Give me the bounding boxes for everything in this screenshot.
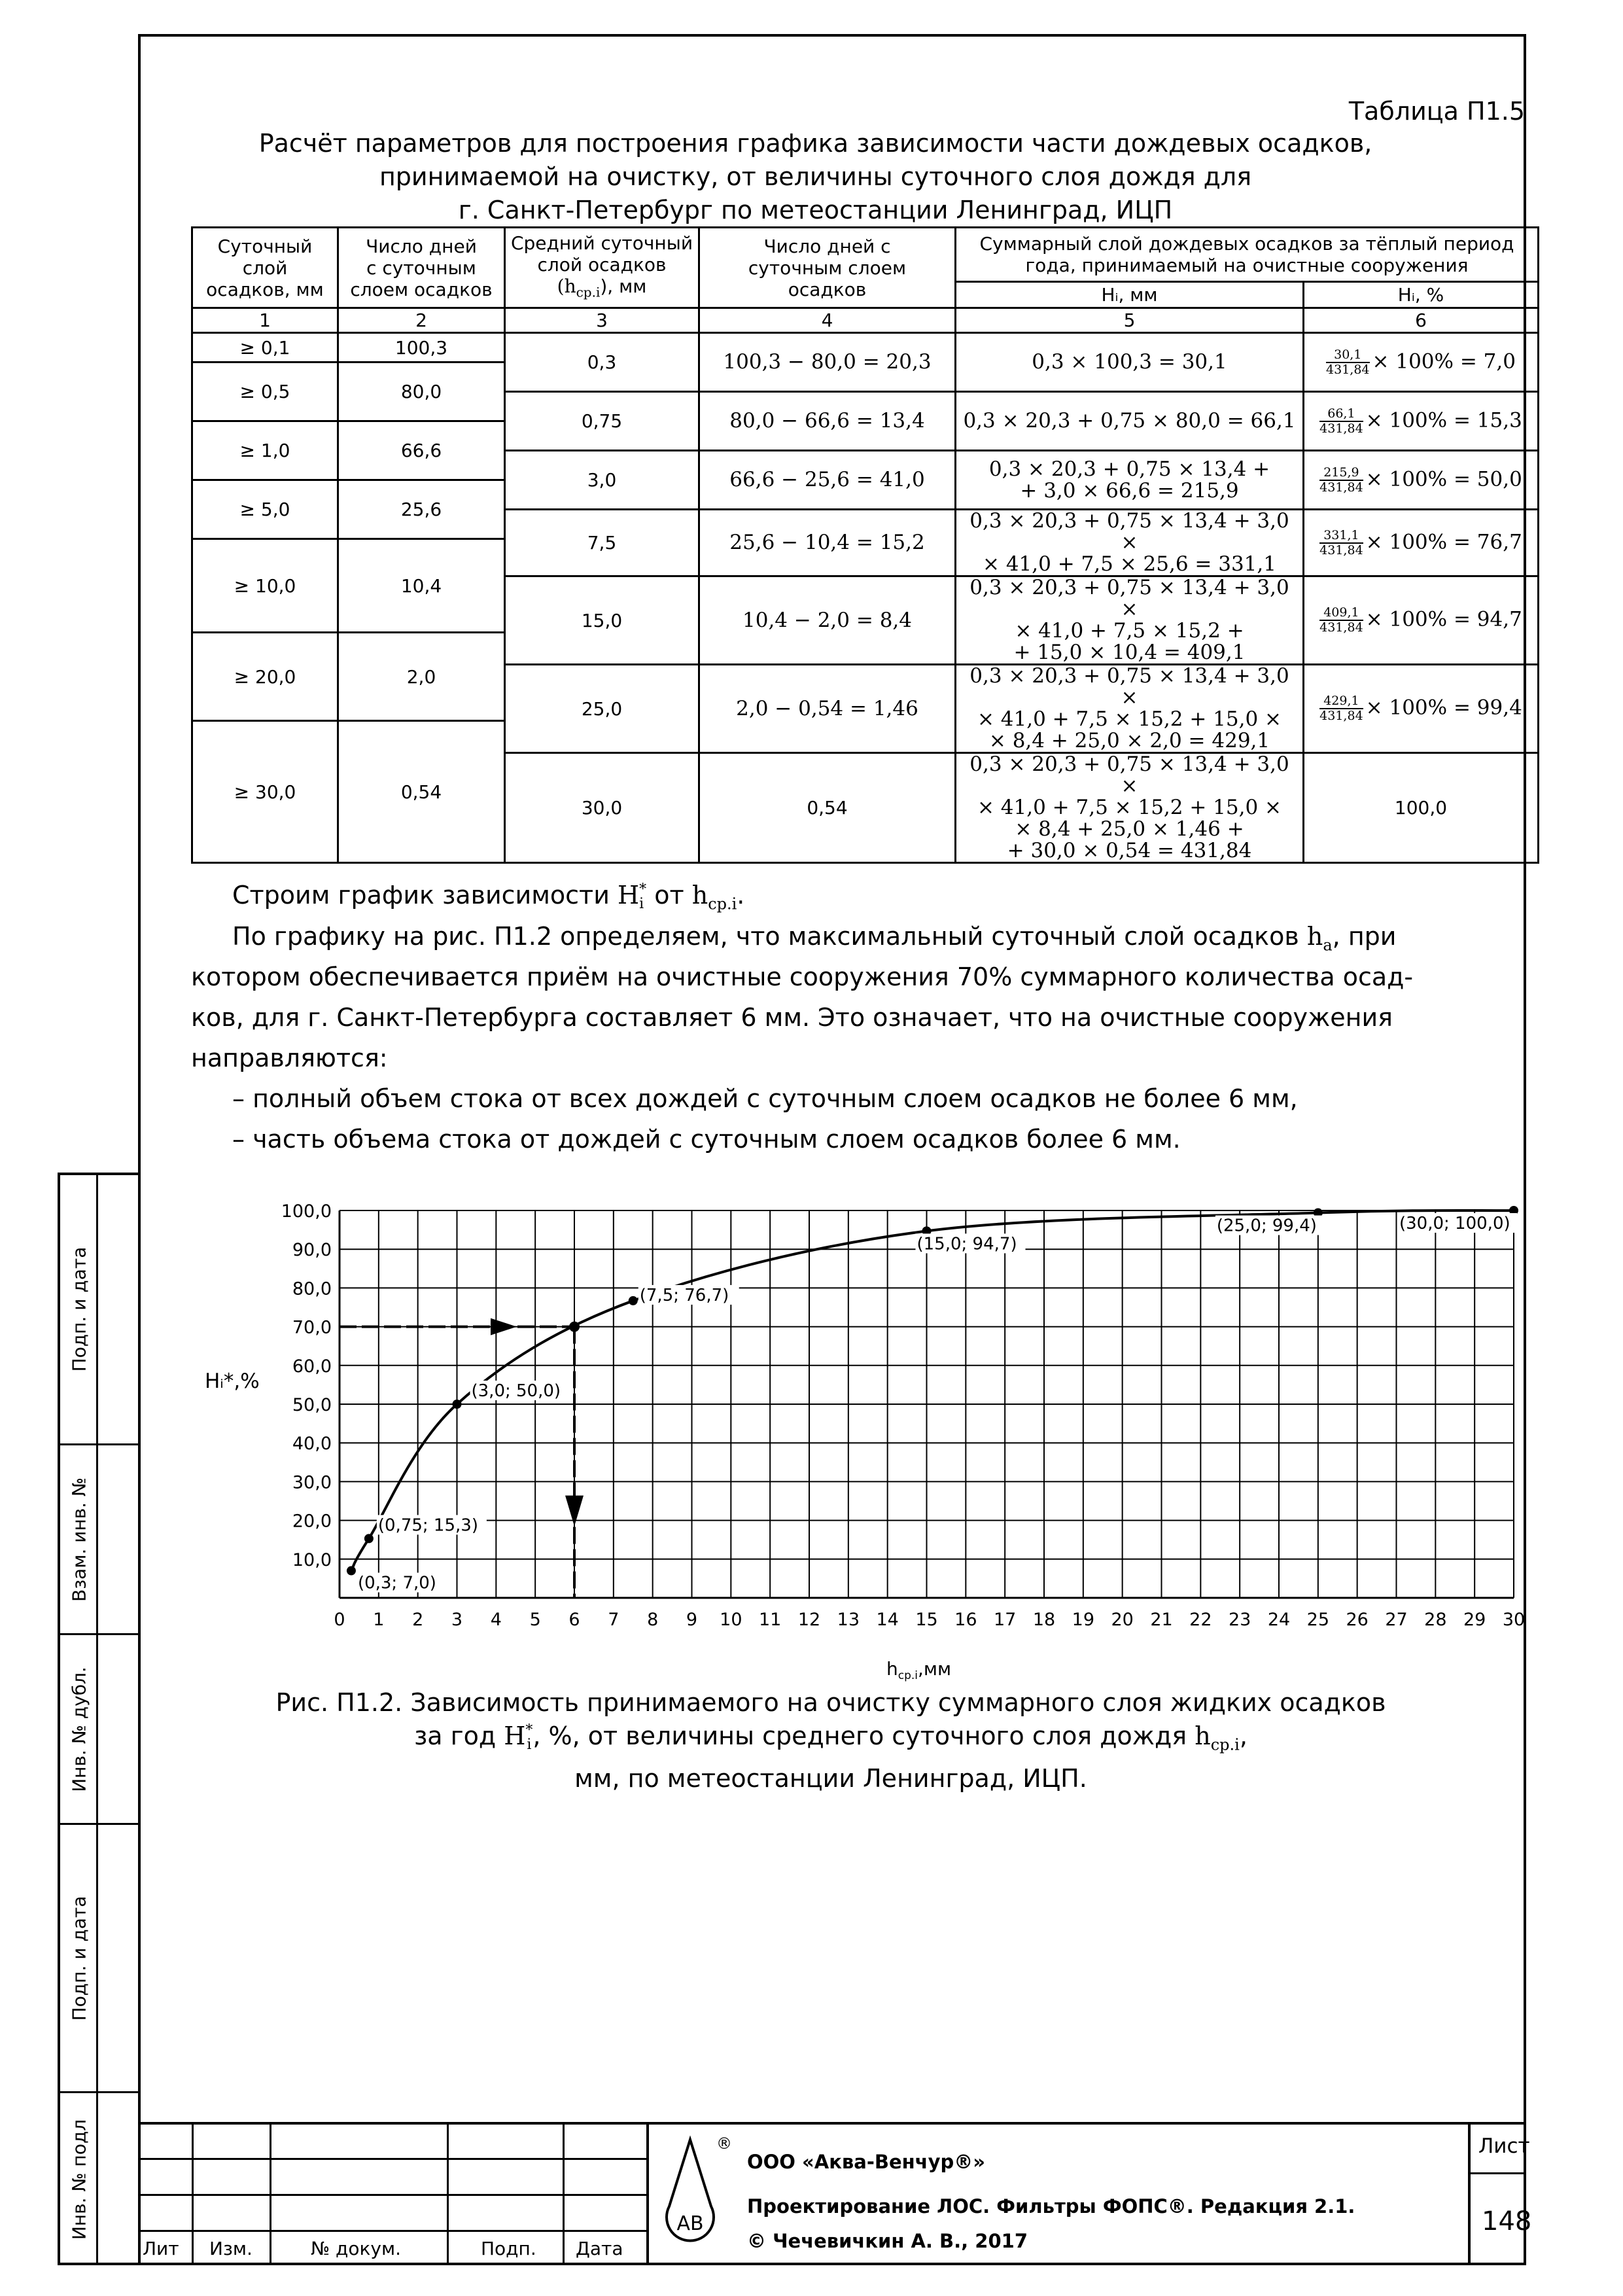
table-cell-ndays: 80,0 − 66,6 = 13,4 xyxy=(699,392,956,451)
company-logo xyxy=(657,2134,732,2259)
stamp-border-top xyxy=(138,2122,1526,2125)
stamp-col-sign: Подп. xyxy=(481,2238,536,2259)
stamp-col-izm: Изм. xyxy=(209,2238,253,2259)
header-days-count: Число дней с суточным слоем осадков xyxy=(338,228,505,308)
point-label: (25,0; 99,4) xyxy=(1216,1216,1317,1236)
table-cell-ndays: 0,54 xyxy=(699,753,956,863)
y-tick-label: 90,0 xyxy=(292,1240,332,1261)
table-cell-avg: 25,0 xyxy=(505,665,699,753)
y-tick-label: 60,0 xyxy=(292,1356,332,1377)
stamp-author: © Чечевичкин А. В., 2017 xyxy=(747,2230,1028,2252)
design-point xyxy=(569,1322,580,1332)
data-point xyxy=(347,1566,356,1576)
table-cell-layer: ≥ 1,0 xyxy=(192,421,338,480)
side-label: Взам. инв. № xyxy=(68,1477,90,1602)
figure-caption-line: мм, по метеостанции Ленинград, ИЦП. xyxy=(574,1763,1087,1793)
table-cell-sum: 0,3 × 20,3 + 0,75 × 80,0 = 66,1 xyxy=(956,392,1304,451)
x-tick-label: 19 xyxy=(1072,1610,1095,1630)
table-cell-avg: 30,0 xyxy=(505,753,699,863)
point-label: (0,75; 15,3) xyxy=(377,1515,478,1536)
bullet-item: – часть объема стока от дождей с суточным слоем осадков более 6 мм. xyxy=(232,1125,1181,1154)
arrow-head xyxy=(491,1318,517,1335)
table-cell-ndays: 25,6 − 10,4 = 15,2 xyxy=(699,510,956,576)
table-cell-layer: ≥ 0,5 xyxy=(192,362,338,421)
x-tick-label: 10 xyxy=(720,1610,742,1630)
stamp-col-line xyxy=(447,2122,449,2265)
x-tick-label: 20 xyxy=(1111,1610,1134,1630)
chart-ylabel: Hᵢ*,% xyxy=(205,1369,260,1393)
chart-xlabel: $h_{ср.i},мм$ xyxy=(886,1658,952,1682)
table-cell-avg: 0,75 xyxy=(505,392,699,451)
x-tick-label: 16 xyxy=(954,1610,977,1630)
x-tick-label: 1 xyxy=(373,1610,385,1630)
stamp-company: ООО «Аква-Венчур®» xyxy=(747,2151,985,2173)
table-cell-percent: $\frac{409,1}{431,84}$ × 100% = 94,7 xyxy=(1304,576,1539,665)
table-cell-days: 66,6 xyxy=(338,421,505,480)
x-tick-label: 15 xyxy=(915,1610,938,1630)
table-cell-avg: 15,0 xyxy=(505,576,699,665)
y-tick-label: 50,0 xyxy=(292,1395,332,1415)
table-cell-layer: ≥ 10,0 xyxy=(192,539,338,633)
point-label: (7,5; 76,7) xyxy=(639,1285,729,1305)
table-title-line: г. Санкт-Петербург по метеостанции Ленинград, ИЦП xyxy=(458,196,1173,224)
stamp-col-line xyxy=(1468,2122,1471,2265)
x-tick-label: 28 xyxy=(1424,1610,1447,1630)
header-daily-layer: Суточный слой осадков, мм xyxy=(192,228,338,308)
table-number: Таблица П1.5 xyxy=(1348,97,1525,126)
svg-text:®: ® xyxy=(716,2134,732,2153)
table-title-line: Расчёт параметров для построения графика зависимости части дождевых осадков, xyxy=(258,129,1372,158)
figure-caption xyxy=(275,1686,1387,1795)
chart-ticks xyxy=(281,1201,1525,1630)
x-tick-label: 29 xyxy=(1463,1610,1486,1630)
table-cell-days: 0,54 xyxy=(338,721,505,863)
stamp-col-date: Дата xyxy=(576,2238,623,2259)
x-tick-label: 17 xyxy=(993,1610,1017,1630)
side-label: Инв. № подл xyxy=(68,2119,90,2240)
table-cell-sum: 0,3 × 100,3 = 30,1 xyxy=(956,333,1304,392)
x-tick-label: 25 xyxy=(1306,1610,1330,1630)
stamp-col-line xyxy=(646,2122,649,2265)
stamp-sheet-label: Лист xyxy=(1478,2134,1530,2158)
table-cell-days: 100,3 xyxy=(338,333,505,362)
figure-caption-line: Рис. П1.2. Зависимость принимаемого на очистку суммарного слоя жидких осадков xyxy=(275,1688,1386,1717)
stamp-col-line xyxy=(270,2122,271,2265)
table-title-line: принимаемой на очистку, от величины суточного слоя дождя для xyxy=(379,162,1252,191)
table-cell-sum: 0,3 × 20,3 + 0,75 × 13,4 + 3,0 × × 41,0 + 7,5 × 15,2 + + 15,0 × 10,4 = 409,1 xyxy=(956,576,1304,665)
data-point xyxy=(629,1296,638,1305)
col-num: 6 xyxy=(1304,308,1539,333)
table-cell-days: 2,0 xyxy=(338,633,505,721)
stamp-col-line xyxy=(192,2122,194,2265)
side-label: Подп. и дата xyxy=(68,1896,90,2021)
data-point xyxy=(364,1534,374,1543)
side-label: Инв. № дубл. xyxy=(68,1666,90,1792)
header-h-percent: Нᵢ, % xyxy=(1304,282,1539,308)
table-cell-percent: $\frac{66,1}{431,84}$ × 100% = 15,3 xyxy=(1304,392,1539,451)
y-tick-label: 100,0 xyxy=(281,1201,332,1222)
table-cell-ndays: 10,4 − 2,0 = 8,4 xyxy=(699,576,956,665)
x-tick-label: 2 xyxy=(412,1610,424,1630)
col-num: 2 xyxy=(338,308,505,333)
paragraph-line: По графику на рис. П1.2 определяем, что максимальный суточный слой осадков $h_a$, при xyxy=(232,922,1397,955)
point-label: (3,0; 50,0) xyxy=(471,1381,561,1401)
table-cell-ndays: 2,0 − 0,54 = 1,46 xyxy=(699,665,956,753)
chart-grid xyxy=(340,1210,1514,1598)
table-cell-avg: 7,5 xyxy=(505,510,699,576)
col-num: 4 xyxy=(699,308,956,333)
table-cell-sum: 0,3 × 20,3 + 0,75 × 13,4 + 3,0 × × 41,0 + 7,5 × 15,2 + 15,0 × × 8,4 + 25,0 × 2,0 = 429,1 xyxy=(956,665,1304,753)
x-tick-label: 22 xyxy=(1189,1610,1212,1630)
svg-text:АВ: АВ xyxy=(676,2212,704,2235)
table-cell-layer: ≥ 20,0 xyxy=(192,633,338,721)
bullet-item: – полный объем стока от всех дождей с суточным слоем осадков не более 6 мм, xyxy=(232,1084,1298,1113)
paragraph-build-chart: Строим график зависимости H * i от $h_{cp.i}$. xyxy=(232,881,745,913)
side-label: Подп. и дата xyxy=(68,1246,90,1372)
table-cell-days: 10,4 xyxy=(338,539,505,633)
table-cell-percent: 100,0 xyxy=(1304,753,1539,863)
x-tick-label: 23 xyxy=(1228,1610,1251,1630)
table-cell-layer: ≥ 30,0 xyxy=(192,721,338,863)
stamp-row-line xyxy=(138,2194,648,2196)
table-cell-ndays: 100,3 − 80,0 = 20,3 xyxy=(699,333,956,392)
x-tick-label: 26 xyxy=(1346,1610,1369,1630)
x-tick-label: 4 xyxy=(490,1610,502,1630)
chart-marks xyxy=(347,1206,1518,1593)
paragraph-line: ков, для г. Санкт-Петербурга составляет 6 мм. Это означает, что на очистные сооружения xyxy=(191,1003,1393,1032)
table-cell-days: 25,6 xyxy=(338,480,505,539)
table-cell-layer: ≥ 0,1 xyxy=(192,333,338,362)
arrow-head xyxy=(565,1496,584,1527)
point-label: (30,0; 100,0) xyxy=(1399,1214,1510,1233)
header-avg-layer: Средний суточный слой осадков $(h_{cp.i})$, мм xyxy=(505,228,699,308)
table-cell-days: 80,0 xyxy=(338,362,505,421)
y-tick-label: 20,0 xyxy=(292,1511,332,1532)
x-tick-label: 24 xyxy=(1267,1610,1291,1630)
table-cell-percent: $\frac{30,1}{431,84}$ × 100% = 7,0 xyxy=(1304,333,1539,392)
x-tick-label: 18 xyxy=(1032,1610,1056,1630)
x-tick-label: 6 xyxy=(568,1610,580,1630)
table-cell-sum: 0,3 × 20,3 + 0,75 × 13,4 + 3,0 × × 41,0 + 7,5 × 15,2 + 15,0 × × 8,4 + 25,0 × 1,46 + + 30,0 × 0,54 = 431,84 xyxy=(956,753,1304,863)
data-point xyxy=(453,1400,462,1409)
header-days-with-layer: Число дней с суточным слоем осадков xyxy=(699,228,956,308)
paragraph-line: котором обеспечивается приём на очистные сооружения 70% суммарного количества осад- xyxy=(191,963,1414,991)
x-tick-label: 13 xyxy=(837,1610,860,1630)
x-tick-label: 14 xyxy=(876,1610,899,1630)
point-label: (15,0; 94,7) xyxy=(916,1234,1017,1254)
x-tick-label: 12 xyxy=(797,1610,821,1630)
header-total-layer: Суммарный слой дождевых осадков за тёплый период года, принимаемый на очистные сооружения xyxy=(956,228,1539,282)
col-num: 3 xyxy=(505,308,699,333)
table-cell-avg: 3,0 xyxy=(505,451,699,510)
stamp-col-lit: Лит xyxy=(143,2238,179,2259)
table-cell-ndays: 66,6 − 25,6 = 41,0 xyxy=(699,451,956,510)
x-tick-label: 5 xyxy=(529,1610,541,1630)
x-tick-label: 0 xyxy=(334,1610,345,1630)
point-label: (0,3; 7,0) xyxy=(357,1573,436,1593)
x-tick-label: 21 xyxy=(1150,1610,1173,1630)
y-tick-label: 40,0 xyxy=(292,1434,332,1455)
x-tick-label: 3 xyxy=(451,1610,463,1630)
table-cell-layer: ≥ 5,0 xyxy=(192,480,338,539)
table-cell-avg: 0,3 xyxy=(505,333,699,392)
x-tick-label: 30 xyxy=(1502,1610,1526,1630)
x-tick-label: 7 xyxy=(608,1610,620,1630)
stamp-product: Проектирование ЛОС. Фильтры ФОПС®. Редакция 2.1. xyxy=(747,2195,1355,2217)
x-tick-label: 27 xyxy=(1385,1610,1408,1630)
y-tick-label: 70,0 xyxy=(292,1317,332,1338)
table-cell-percent: $\frac{429,1}{431,84}$ × 100% = 99,4 xyxy=(1304,665,1539,753)
table-cell-sum: 0,3 × 20,3 + 0,75 × 13,4 + + 3,0 × 66,6 = 215,9 xyxy=(956,451,1304,510)
table-cell-percent: $\frac{331,1}{431,84}$ × 100% = 76,7 xyxy=(1304,510,1539,576)
stamp-row-line xyxy=(1468,2172,1526,2174)
y-tick-label: 30,0 xyxy=(292,1472,332,1493)
chart-arrows xyxy=(340,1318,584,1598)
paragraph-line: направляются: xyxy=(191,1044,388,1072)
table-cell-sum: 0,3 × 20,3 + 0,75 × 13,4 + 3,0 × × 41,0 + 7,5 × 25,6 = 331,1 xyxy=(956,510,1304,576)
y-tick-label: 10,0 xyxy=(292,1549,332,1570)
x-tick-label: 8 xyxy=(647,1610,659,1630)
x-tick-label: 9 xyxy=(686,1610,698,1630)
col-num: 1 xyxy=(192,308,338,333)
header-h-mm: Нᵢ, мм xyxy=(956,282,1304,308)
stamp-col-doc: № докум. xyxy=(311,2238,402,2259)
y-tick-label: 80,0 xyxy=(292,1279,332,1299)
stamp-col-line xyxy=(563,2122,565,2265)
stamp-row-line xyxy=(138,2230,648,2232)
stamp-sheet-number: 148 xyxy=(1482,2206,1532,2236)
figure-caption-line: за год H * i , %, от величины среднего суточного слоя дождя $h_{cp.i}$, xyxy=(414,1722,1248,1754)
table-cell-percent: $\frac{215,9}{431,84}$ × 100% = 50,0 xyxy=(1304,451,1539,510)
stamp-row-line xyxy=(138,2158,648,2160)
x-tick-label: 11 xyxy=(758,1610,782,1630)
col-num: 5 xyxy=(956,308,1304,333)
